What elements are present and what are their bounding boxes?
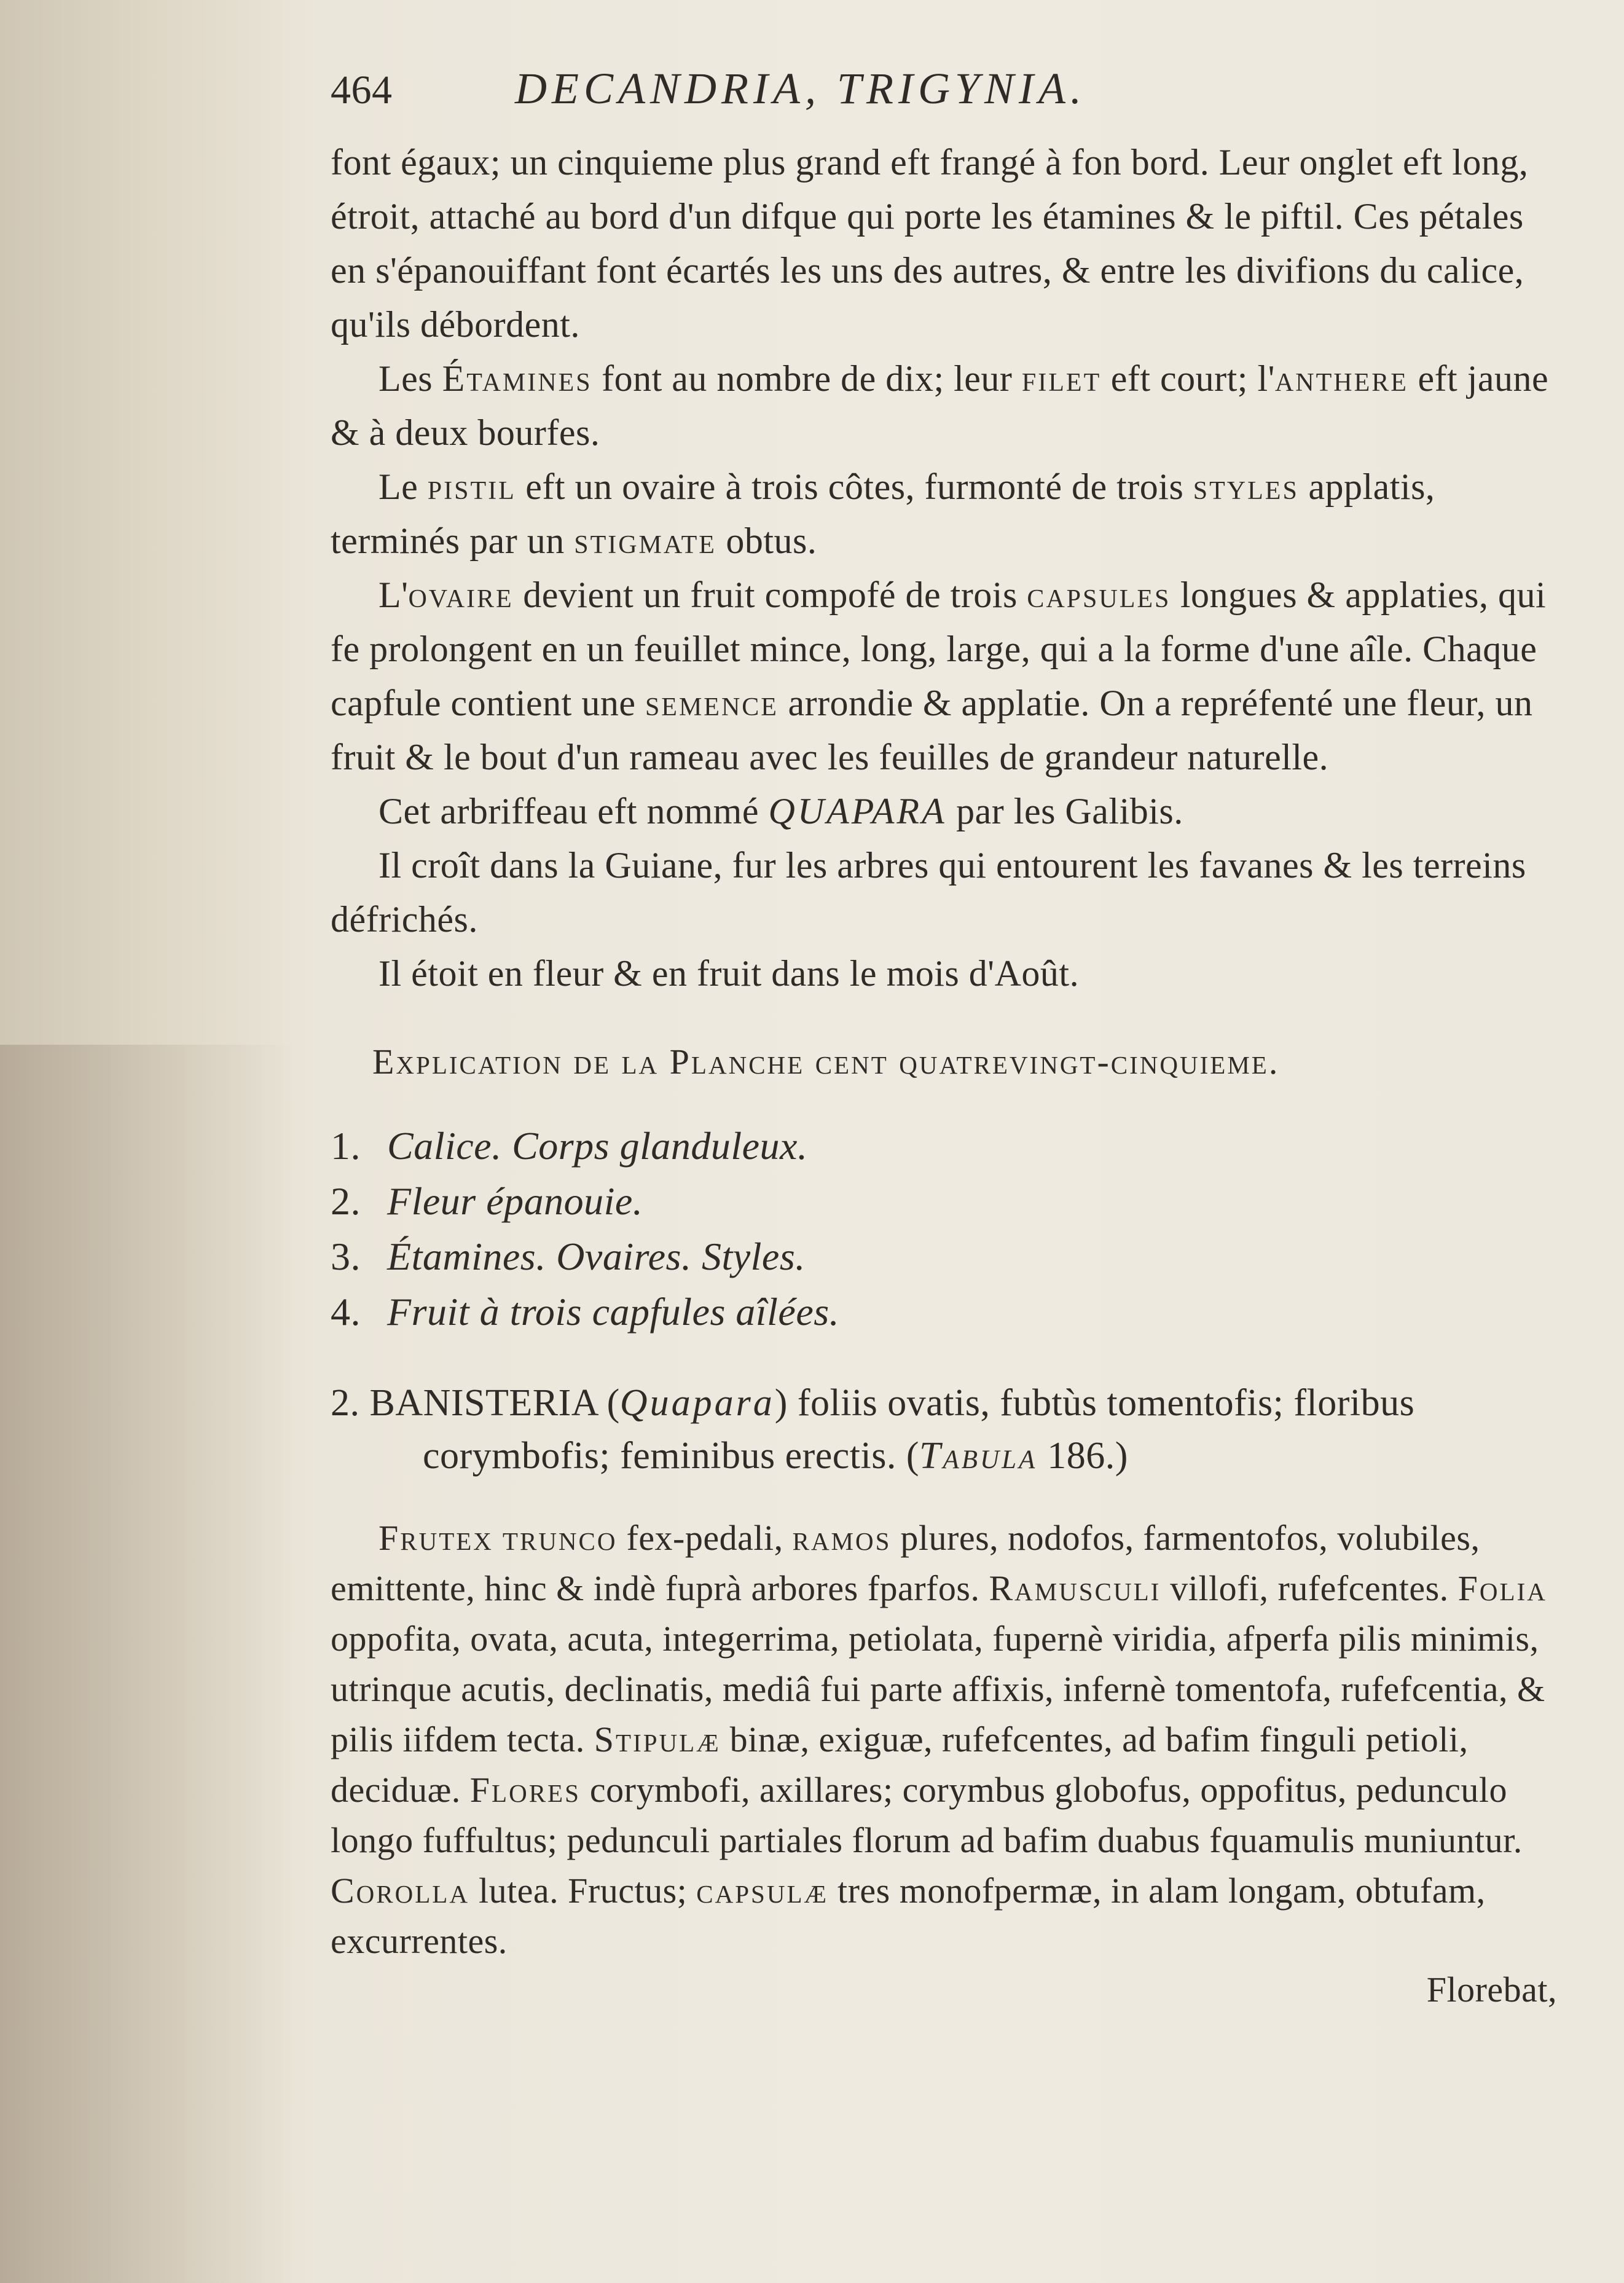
tabula-number: 186. [1047, 1435, 1115, 1477]
figure-item: 4. Fruit à trois capfules aîlées. [331, 1290, 840, 1334]
running-title: DECANDRIA, TRIGYNIA. [515, 64, 1086, 113]
paragraph-pistil: Le pistil eft un ovaire à trois côtes, furmonté de trois styles applatis, terminés par un stigmate obtus. [331, 466, 1435, 561]
figure-list [331, 1118, 1559, 1340]
page-shadow [0, 1045, 295, 2283]
running-header [331, 61, 1559, 135]
paragraph-name: Cet arbriffeau eft nommé QUAPARA par les Galibis. [379, 791, 1183, 831]
term-styles: styles [1193, 466, 1299, 507]
catchword: Florebat, [1426, 1970, 1557, 2010]
species-name: BANISTERIA [369, 1382, 597, 1424]
term-stigmate: stigmate [574, 521, 716, 561]
paragraph-flowering: Il étoit en fleur & en fruit dans le mois d'Août. [379, 953, 1080, 994]
vernacular-name: QUAPARA [768, 791, 947, 831]
paragraph-fruit: L'ovaire devient un fruit compofé de trois capsules longues & applaties, qui fe prolongent en un feuillet mince, long, large, qui a la forme d'une aîle. Chaque capfule contient une semence arrondie & applatie. On a repréfenté une fleur, un fruit & le bout d'un rameau avec les feuilles de grandeur naturelle. [331, 575, 1547, 777]
term-semence: semence [645, 683, 779, 723]
term-ovaire: ovaire [408, 575, 514, 615]
term-pistil: pistil [427, 466, 516, 507]
species-vernacular: Quapara [619, 1382, 775, 1424]
paragraph-petals: font égaux; un cinquieme plus grand eft frangé à fon bord. Leur onglet eft long, étroit, attaché au bord d'un difque qui porte les étamines & le piftil. Ces pétales en s'épanouiffant font écartés les uns des autres, & entre les divifions du calice, qu'ils débordent. [331, 142, 1529, 345]
tabula-label: Tabula [919, 1435, 1038, 1477]
term-filet: filet [1021, 358, 1102, 399]
species-diagnosis: 2. BANISTERIA (Quapara) foliis ovatis, fubtùs tomentofis; floribus corymbofis; feminibus erectis. (Tabula 186.) [331, 1382, 1415, 1477]
explication-heading: Explication de la Planche cent quatrevingt-cinquieme. [372, 1042, 1280, 1082]
term-anthere: anthere [1274, 358, 1408, 399]
paragraph-stamens: Les Étamines font au nombre de dix; leur filet eft court; l'anthere eft jaune & à deux bourfes. [331, 358, 1549, 453]
figure-item: 2. Fleur épanouie. [331, 1179, 643, 1223]
figure-item: 3. Étamines. Ovaires. Styles. [331, 1235, 806, 1278]
figure-item: 1. Calice. Corps glanduleux. [331, 1124, 808, 1168]
term-etamines: Étamines [442, 358, 592, 399]
page-text-block [331, 61, 1559, 2017]
latin-description: Frutex trunco fex-pedali, ramos plures, nodofos, farmentofos, volubiles, emittente, hinc & indè fuprà arbores fparfos. Ramusculi villofi, rufefcentes. Folia oppofita, ovata, acuta, integerrima, petiolata, fupernè viridia, afperfa pilis minimis, utrinque acutis, declinatis, mediâ fui parte affixis, infernè tomentofa, rufefcentia, & pilis iifdem tecta. Stipulæ binæ, exiguæ, rufefcentes, ad bafim finguli petioli, deciduæ. Flores corymbofi, axillares; corymbus globofus, oppofitus, pedunculo longo fuffultus; pedunculi partiales florum ad bafim duabus fquamulis muniuntur. Corolla lutea. Fructus; capsulæ tres monofpermæ, in alam longam, obtufam, excurrentes. [331, 1518, 1547, 1961]
page-number: 464 [331, 68, 393, 112]
term-capsules: capsules [1027, 575, 1171, 615]
paragraph-habitat: Il croît dans la Guiane, fur les arbres qui entourent les favanes & les terreins défrichés. [331, 845, 1526, 940]
